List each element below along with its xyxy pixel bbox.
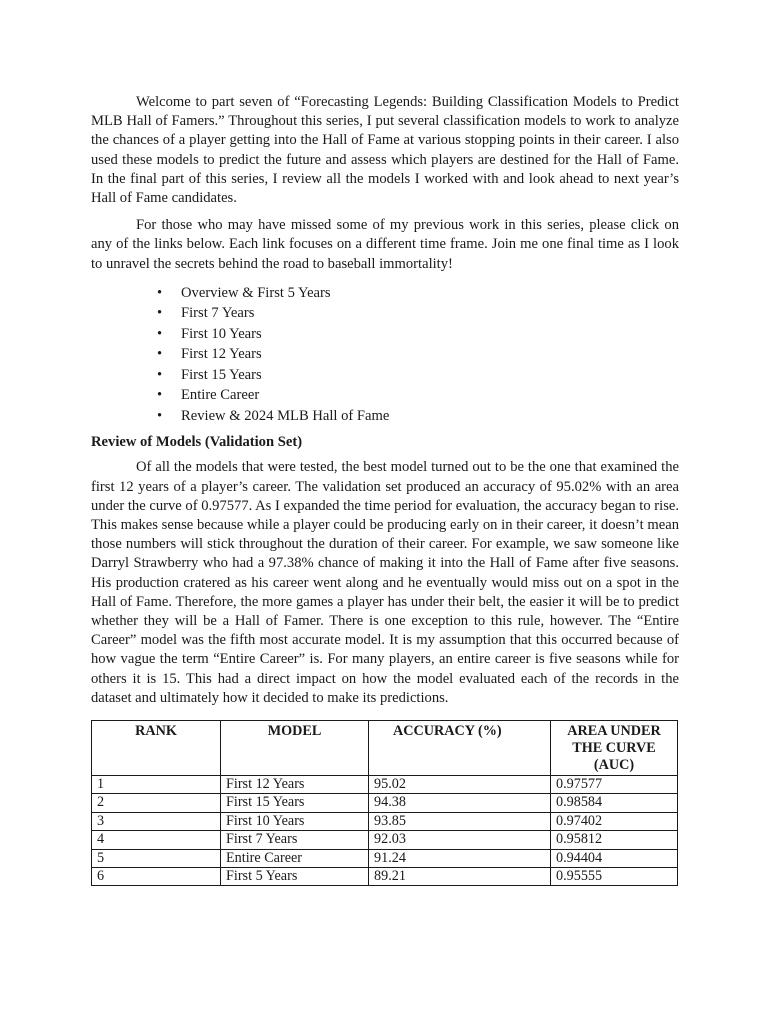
links-intro-paragraph: For those who may have missed some of my previous work in this series, please click on any of the links below. Each link focuses on a different time frame. Join me one final time as I look to unravel the secrets behind the road to baseball immortality! — [91, 217, 679, 272]
rank-cell: 2 — [92, 794, 221, 812]
link-item[interactable] — [157, 385, 679, 406]
accuracy-cell: 89.21 — [369, 868, 551, 886]
link-label[interactable]: First 12 Years — [181, 346, 262, 363]
model-cell: First 7 Years — [221, 831, 369, 849]
auc-cell: 0.98584 — [551, 794, 678, 812]
rank-cell: 1 — [92, 775, 221, 793]
document-body — [91, 93, 679, 886]
link-label[interactable]: First 15 Years — [181, 366, 262, 383]
accuracy-cell: 91.24 — [369, 849, 551, 867]
model-cell: First 15 Years — [221, 794, 369, 812]
model-cell: First 5 Years — [221, 868, 369, 886]
link-item[interactable] — [157, 303, 679, 324]
rank-cell: 4 — [92, 831, 221, 849]
link-label[interactable]: Overview & First 5 Years — [181, 284, 331, 301]
series-links-list — [91, 283, 679, 427]
link-label[interactable]: Entire Career — [181, 387, 260, 404]
accuracy-cell: 92.03 — [369, 831, 551, 849]
auc-cell: 0.97577 — [551, 775, 678, 793]
rank-cell: 5 — [92, 849, 221, 867]
bullet-icon: • — [157, 387, 163, 404]
model-ranking-table — [91, 720, 678, 886]
table-row — [92, 831, 678, 849]
bullet-icon: • — [157, 284, 163, 301]
table-row — [92, 812, 678, 830]
rank-header: RANK — [92, 720, 221, 775]
link-item[interactable] — [157, 344, 679, 365]
link-item[interactable] — [157, 283, 679, 304]
accuracy-cell: 93.85 — [369, 812, 551, 830]
intro-paragraph: Welcome to part seven of “Forecasting Legends: Building Classification Models to Predict MLB Hall of Famers.” Throughout this series, I put several classification models to work to analyze the chances of a player getting into the Hall of Fame at various stopping points in their career. I also used these models to predict the future and assess which players are destined for the Hall of Fame. In the final part of this series, I review all the models I worked with and look ahead to next year’s Hall of Fame candidates. — [91, 94, 679, 207]
model-cell: Entire Career — [221, 849, 369, 867]
bullet-icon: • — [157, 325, 163, 342]
link-item[interactable] — [157, 324, 679, 345]
model-cell: First 12 Years — [221, 775, 369, 793]
link-label[interactable]: First 7 Years — [181, 305, 255, 322]
bullet-icon: • — [157, 346, 163, 363]
model-header: MODEL — [221, 720, 369, 775]
link-label[interactable]: First 10 Years — [181, 325, 262, 342]
table-row — [92, 849, 678, 867]
link-item[interactable] — [157, 365, 679, 386]
review-heading: Review of Models (Validation Set) — [91, 434, 303, 451]
link-item[interactable] — [157, 406, 679, 427]
table-row — [92, 868, 678, 886]
table-row — [92, 775, 678, 793]
review-paragraph: Of all the models that were tested, the best model turned out to be the one that examined the first 12 years of a player’s career. The validation set produced an accuracy of 95.02% with an area under the curve of 0.97577. As I expanded the time period for evaluation, the accuracy began to rise. This makes sense because while a player could be producing early on in their career, it doesn’t mean those numbers will stick throughout the duration of their career. For example, we saw someone like Darryl Strawberry who had a 97.38% chance of making it into the Hall of Fame after five seasons. His production cratered as his career went along and he eventually would miss out on a spot in the Hall of Fame. Therefore, the more games a player has under their belt, the easier it will be to predict whether they will be a Hall of Famer. There is one exception to this rule, however. The “Entire Career” model was the fifth most accurate model. It is my assumption that this occurred because of how vague the term “Entire Career” is. For many players, an entire career is five seasons while for others it is 15. This had a direct impact on how the model evaluated each of the records in the dataset and ultimately how it decided to make its predictions. — [91, 459, 679, 706]
link-label[interactable]: Review & 2024 MLB Hall of Fame — [181, 407, 390, 424]
auc-header: AREA UNDER THE CURVE (AUC) — [551, 720, 678, 775]
table-row — [92, 794, 678, 812]
auc-cell: 0.94404 — [551, 849, 678, 867]
bullet-icon: • — [157, 366, 163, 383]
model-cell: First 10 Years — [221, 812, 369, 830]
table-header-row — [92, 720, 678, 775]
auc-cell: 0.95555 — [551, 868, 678, 886]
bullet-icon: • — [157, 305, 163, 322]
rank-cell: 3 — [92, 812, 221, 830]
auc-cell: 0.95812 — [551, 831, 678, 849]
rank-cell: 6 — [92, 868, 221, 886]
bullet-icon: • — [157, 407, 163, 424]
accuracy-cell: 95.02 — [369, 775, 551, 793]
auc-cell: 0.97402 — [551, 812, 678, 830]
accuracy-cell: 94.38 — [369, 794, 551, 812]
accuracy-header: ACCURACY (%) — [369, 720, 551, 775]
